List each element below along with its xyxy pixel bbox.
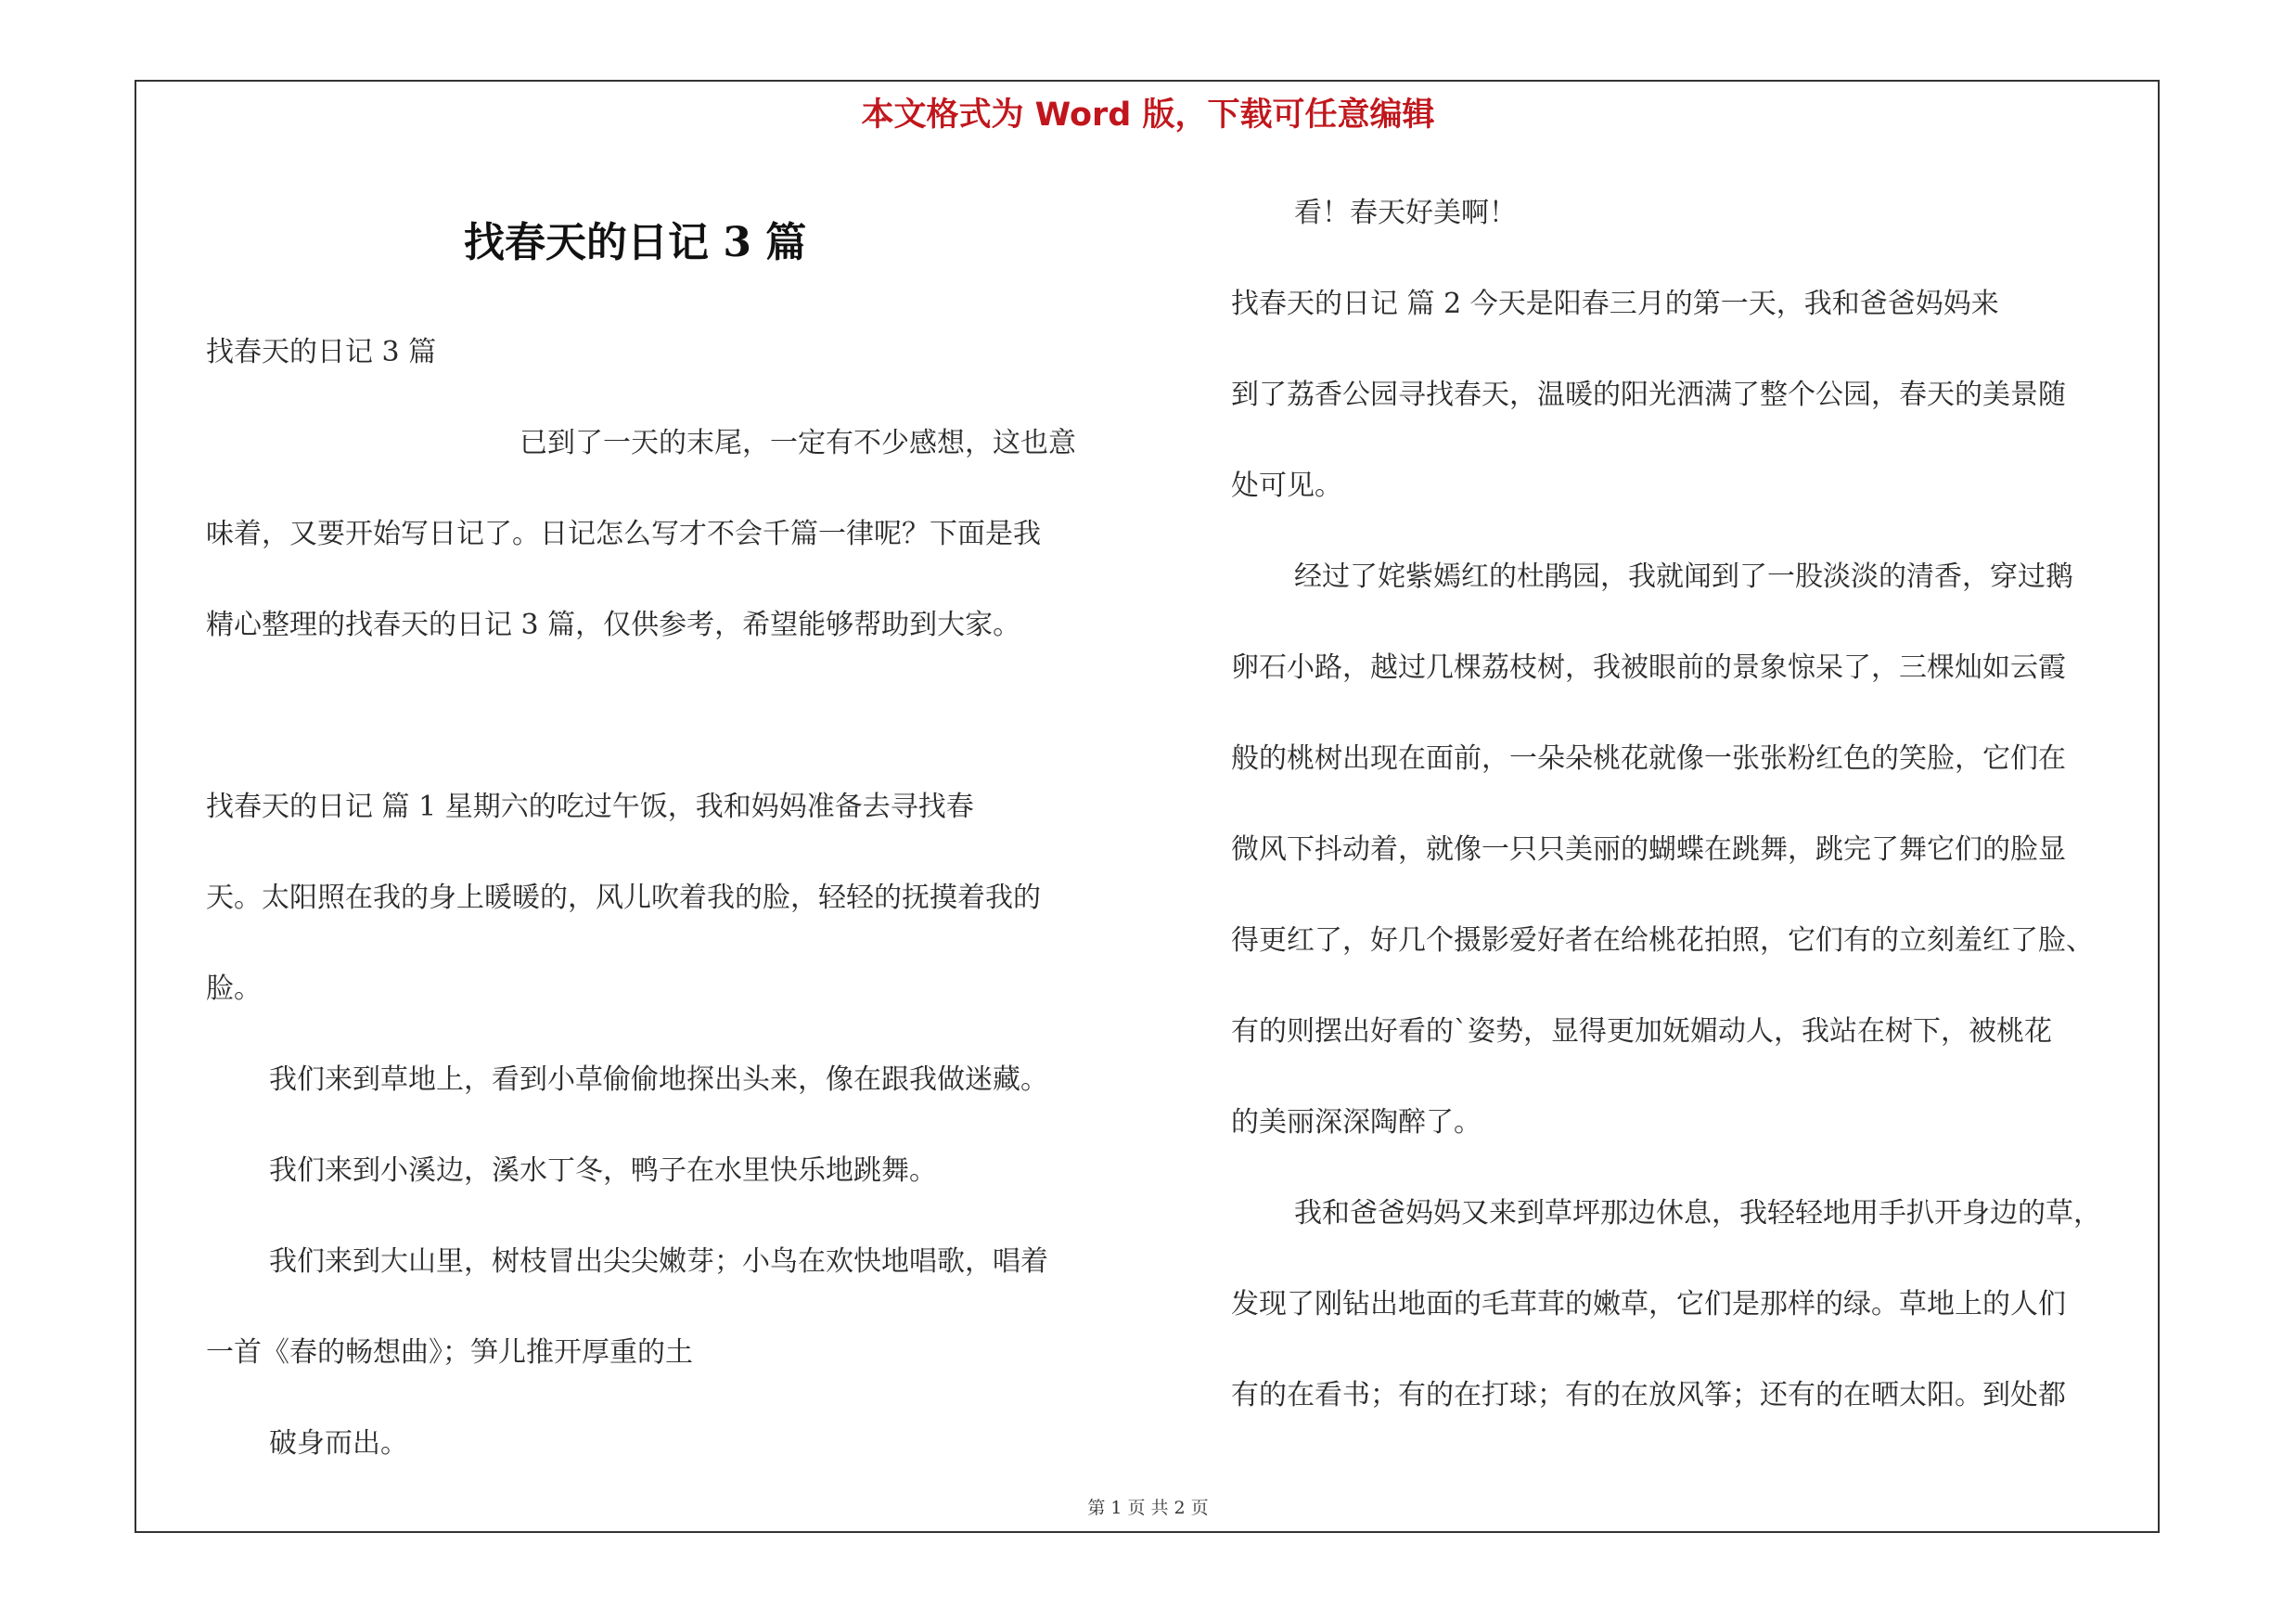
entry1-line: 我们来到草地上，看到小草偷偷地探出头来，像在跟我做迷藏。 <box>269 1063 1048 1096</box>
entry1-line: 天。太阳照在我的身上暖暖的，风儿吹着我的脸，轻轻的抚摸着我的 <box>206 882 1041 914</box>
entry2-line: 处可见。 <box>1231 470 1342 502</box>
entry2-line: 到了荔香公园寻找春天，温暖的阳光洒满了整个公园，春天的美景随 <box>1231 379 2066 411</box>
entry1-closing-line: 看！春天好美啊！ <box>1294 197 1517 229</box>
entry2-line: 的美丽深深陶醉了。 <box>1231 1106 1481 1139</box>
intro-line: 味着，又要开始写日记了。日记怎么写才不会千篇一律呢？下面是我 <box>206 518 1041 550</box>
entry2-heading-line: 找春天的日记 篇 2 今天是阳春三月的第一天，我和爸爸妈妈来 <box>1231 288 1999 320</box>
entry2-line: 有的则摆出好看的`姿势，显得更加妩媚动人，我站在树下，被桃花 <box>1231 1015 2052 1048</box>
entry1-line: 破身而出。 <box>269 1427 408 1460</box>
entry1-line: 脸。 <box>206 973 262 1005</box>
subtitle-line: 找春天的日记 3 篇 <box>206 336 437 368</box>
entry2-line: 卵石小路，越过几棵荔枝树，我被眼前的景象惊呆了，三棵灿如云霞 <box>1231 651 2066 684</box>
intro-line: 已到了一天的末尾，一定有不少感想，这也意 <box>519 427 1076 459</box>
entry2-line: 得更红了，好几个摄影爱好者在给桃花拍照，它们有的立刻羞红了脸、 <box>1231 924 2094 957</box>
entry2-line: 我和爸爸妈妈又来到草坪那边休息，我轻轻地用手扒开身边的草， <box>1294 1197 2101 1230</box>
entry1-heading-line: 找春天的日记 篇 1 星期六的吃过午饭，我和妈妈准备去寻找春 <box>206 791 974 823</box>
entry2-line: 微风下抖动着，就像一只只美丽的蝴蝶在跳舞，跳完了舞它们的脸显 <box>1231 833 2066 866</box>
document-title: 找春天的日记 3 篇 <box>464 219 807 266</box>
entry2-line: 有的在看书；有的在打球；有的在放风筝；还有的在晒太阳。到处都 <box>1231 1379 2066 1411</box>
intro-line: 精心整理的找春天的日记 3 篇，仅供参考，希望能够帮助到大家。 <box>206 609 1021 641</box>
entry1-line: 我们来到小溪边，溪水丁冬，鸭子在水里快乐地跳舞。 <box>269 1154 937 1187</box>
page-number-footer: 第 1 页 共 2 页 <box>1087 1498 1209 1518</box>
entry2-line: 般的桃树出现在面前，一朵朵桃花就像一张张粉红色的笑脸，它们在 <box>1231 742 2066 775</box>
entry1-line: 一首《春的畅想曲》；笋儿推开厚重的土 <box>206 1336 693 1369</box>
entry2-line: 经过了姹紫嫣红的杜鹃园，我就闻到了一股淡淡的清香，穿过鹅 <box>1294 560 2073 593</box>
entry1-line: 我们来到大山里，树枝冒出尖尖嫩芽；小鸟在欢快地唱歌，唱着 <box>269 1245 1048 1278</box>
entry2-line: 发现了刚钻出地面的毛茸茸的嫩草，它们是那样的绿。草地上的人们 <box>1231 1288 2066 1320</box>
word-format-banner: 本文格式为 Word 版，下载可任意编辑 <box>861 97 1435 134</box>
